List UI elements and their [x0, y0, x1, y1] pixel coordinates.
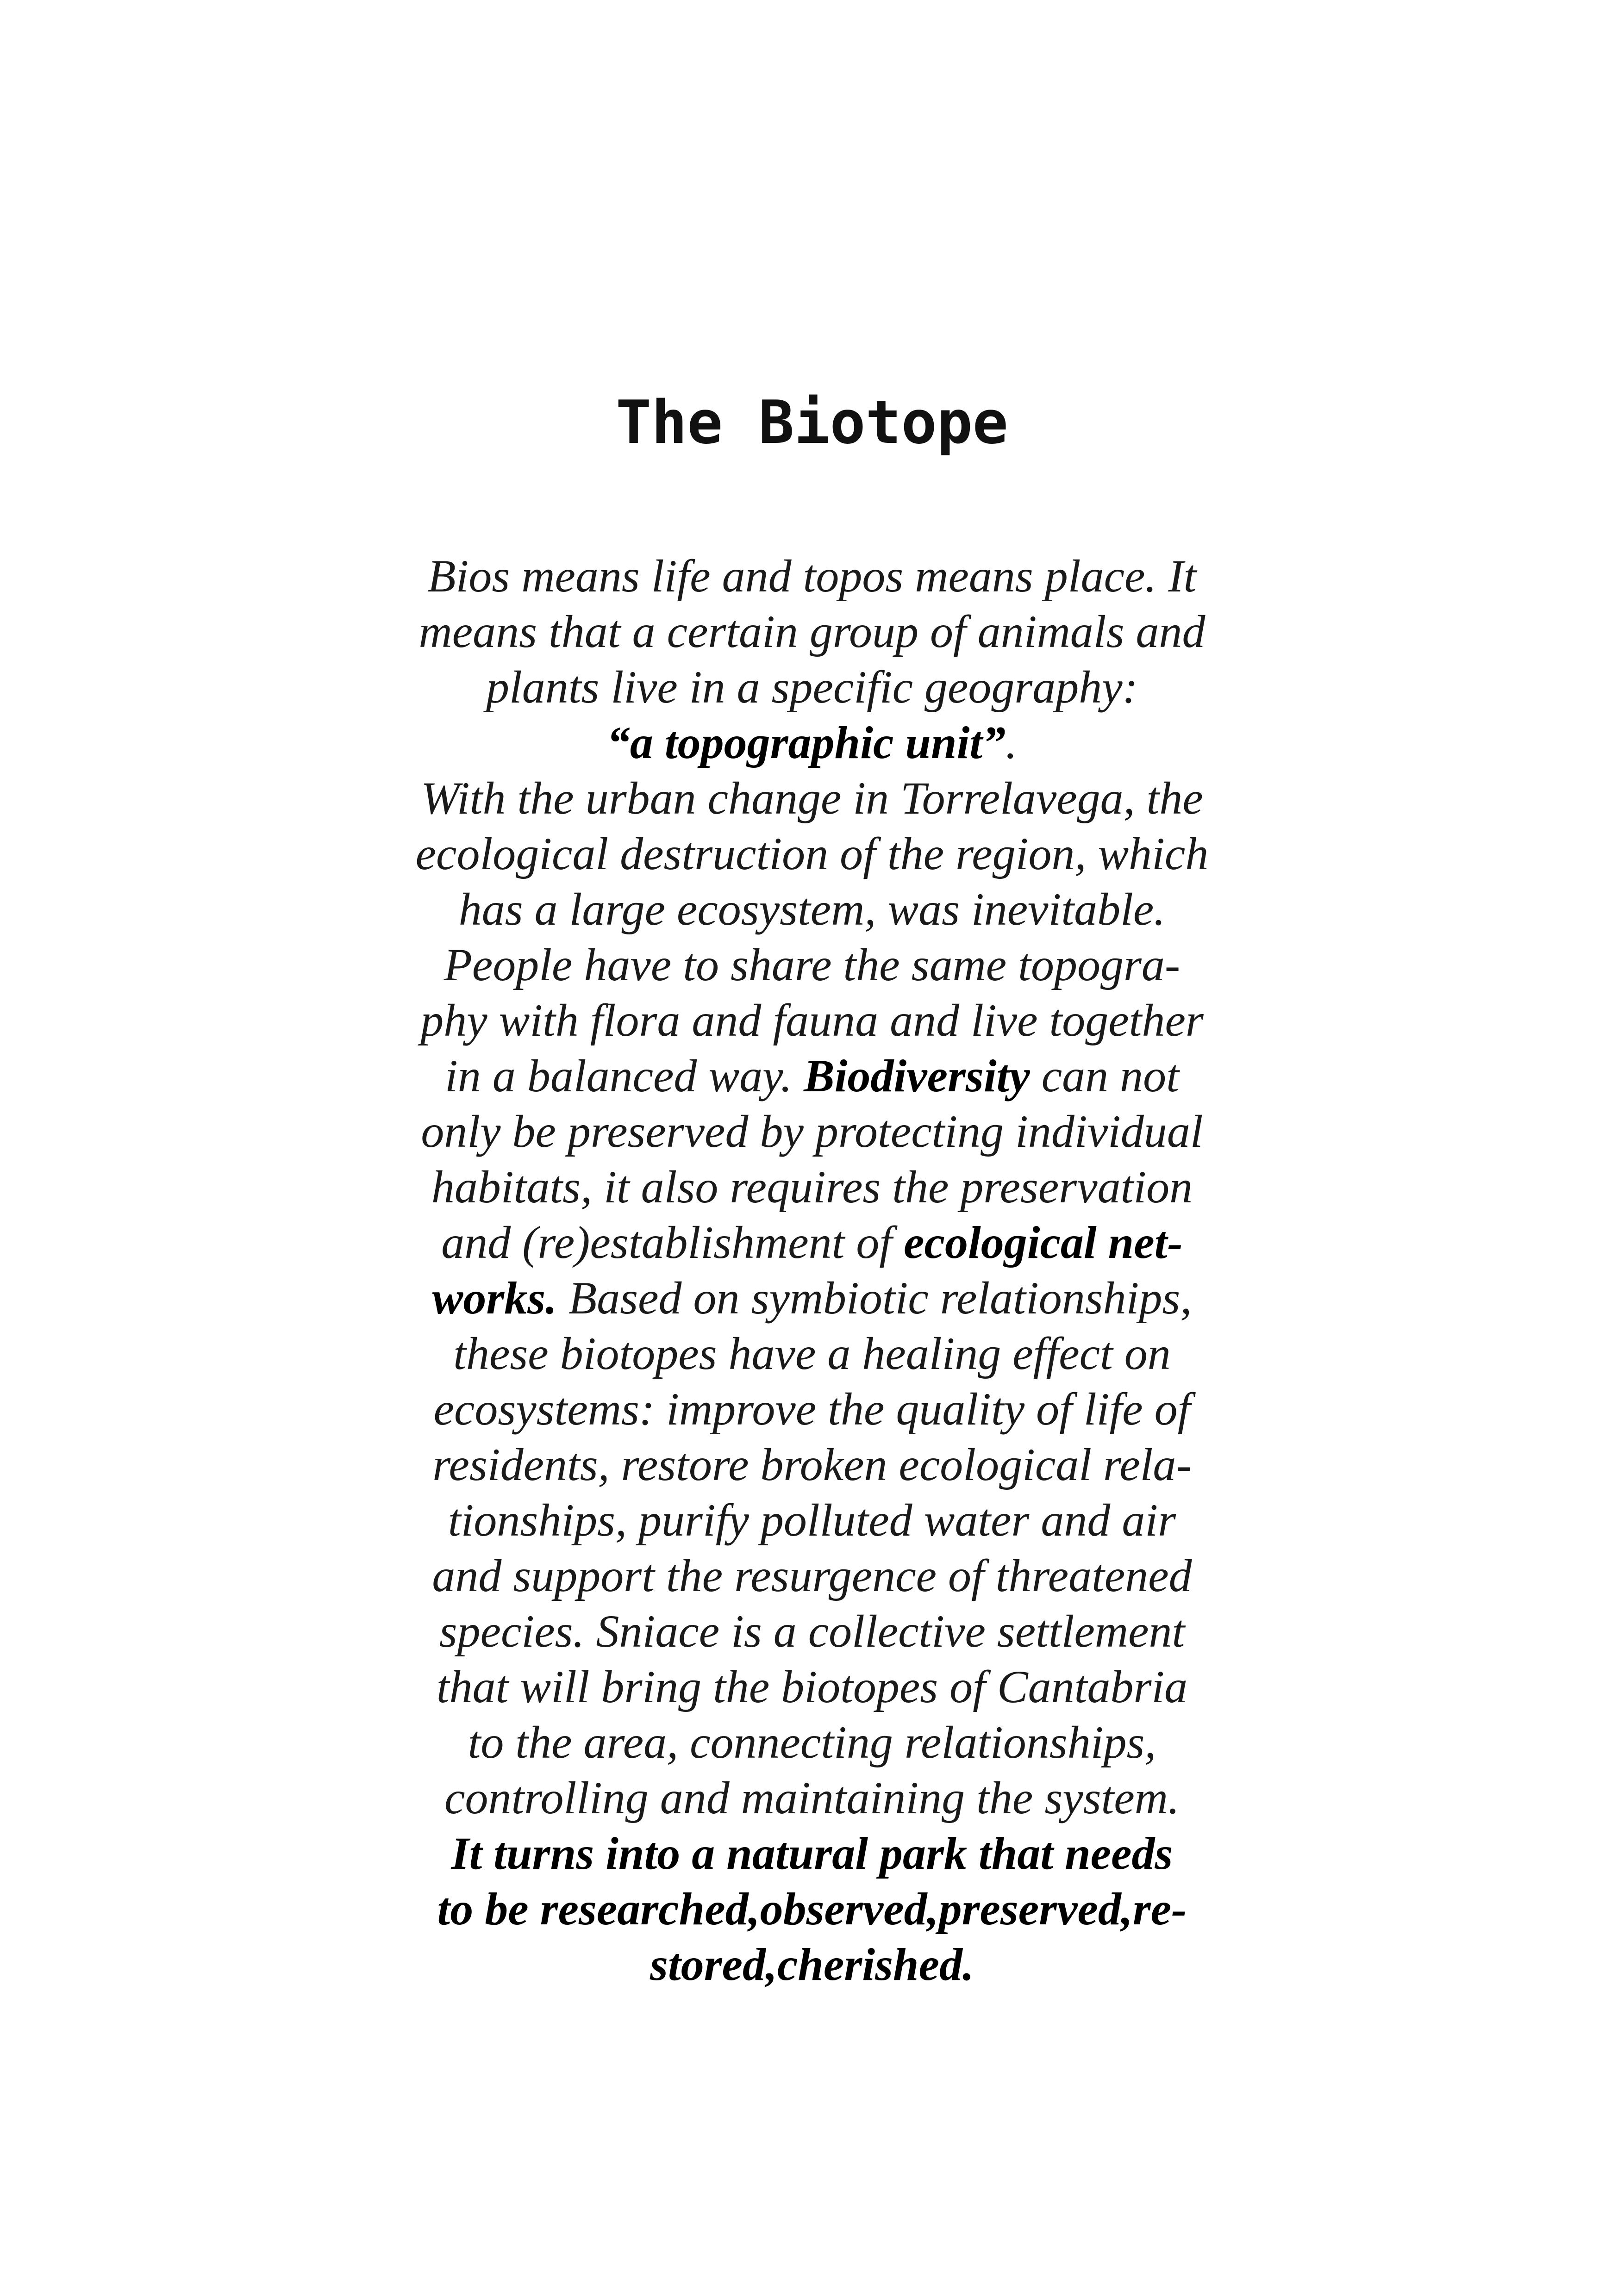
- text-line: [405, 1270, 1219, 1326]
- text-run: and (re)establishment of: [441, 1217, 904, 1268]
- bold-closing-statement: to be researched,observed,preserved,re-: [437, 1883, 1187, 1935]
- text-line: [405, 1937, 1219, 1992]
- text-run: ecological destruction of the region, which: [415, 828, 1209, 879]
- text-run: has a large ecosystem, was inevitable.: [458, 884, 1166, 935]
- text-run: means that a certain group of animals and: [418, 606, 1206, 657]
- text-run: People have to share the same topogra-: [443, 939, 1181, 990]
- bold-term-ecological-networks-end: works.: [432, 1272, 557, 1324]
- bold-term-biodiversity: Biodiversity: [803, 1050, 1030, 1101]
- text-run: ecosystems: improve the quality of life of: [433, 1383, 1191, 1435]
- bold-closing-statement: It turns into a natural park that needs: [451, 1828, 1173, 1879]
- text-line: [405, 1215, 1219, 1270]
- text-line: [405, 1159, 1219, 1215]
- text-line: [405, 1493, 1219, 1548]
- text-line: [405, 715, 1219, 771]
- text-line: [405, 1548, 1219, 1604]
- text-line: [405, 1715, 1219, 1770]
- text-run: species. Sniace is a collective settlement: [439, 1605, 1185, 1657]
- text-line: [405, 1881, 1219, 1937]
- bold-closing-statement: stored,cherished.: [650, 1939, 974, 1990]
- text-run: these biotopes have a healing effect on: [453, 1328, 1171, 1379]
- text-run: residents, restore broken ecological rela-: [432, 1439, 1192, 1490]
- text-run: plants live in a specific geography:: [486, 661, 1138, 713]
- text-line: [405, 1381, 1219, 1437]
- text-run: phy with flora and fauna and live together: [420, 995, 1204, 1046]
- body-paragraph: [405, 548, 1219, 1992]
- text-run: tionships, purify polluted water and air: [448, 1494, 1176, 1546]
- bold-quote: “a topographic unit”: [606, 717, 1006, 768]
- text-line: [405, 1048, 1219, 1104]
- text-run: to the area, connecting relationships,: [468, 1717, 1156, 1768]
- text-run: controlling and maintaining the system.: [444, 1772, 1180, 1823]
- text-line: [405, 1659, 1219, 1715]
- text-line: [405, 771, 1219, 826]
- text-run: Bios means life and topos means place. It: [427, 550, 1197, 602]
- text-line: [405, 1826, 1219, 1881]
- text-line: [405, 548, 1219, 604]
- text-line: [405, 1326, 1219, 1381]
- text-line: [405, 1104, 1219, 1159]
- text-run: Based on symbiotic relationships,: [557, 1272, 1192, 1324]
- text-run: habitats, it also requires the preservation: [431, 1161, 1193, 1213]
- text-run: and support the resurgence of threatened: [432, 1550, 1192, 1601]
- text-line: [405, 937, 1219, 993]
- text-line: [405, 1604, 1219, 1659]
- text-line: [405, 1437, 1219, 1493]
- text-run: .: [1006, 717, 1018, 768]
- text-line: [405, 1770, 1219, 1826]
- text-line: [405, 826, 1219, 882]
- text-line: [405, 882, 1219, 937]
- text-run: that will bring the biotopes of Cantabria: [436, 1661, 1188, 1712]
- text-run: can not: [1030, 1050, 1179, 1101]
- bold-term-ecological-networks: ecological net-: [904, 1217, 1183, 1268]
- text-run: in a balanced way.: [445, 1050, 804, 1101]
- text-line: [405, 604, 1219, 660]
- text-run: only be preserved by protecting individual: [421, 1106, 1203, 1157]
- page-title: The Biotope: [616, 388, 1008, 457]
- text-run: With the urban change in Torrelavega, the: [421, 772, 1203, 824]
- text-line: [405, 660, 1219, 715]
- text-line: [405, 993, 1219, 1048]
